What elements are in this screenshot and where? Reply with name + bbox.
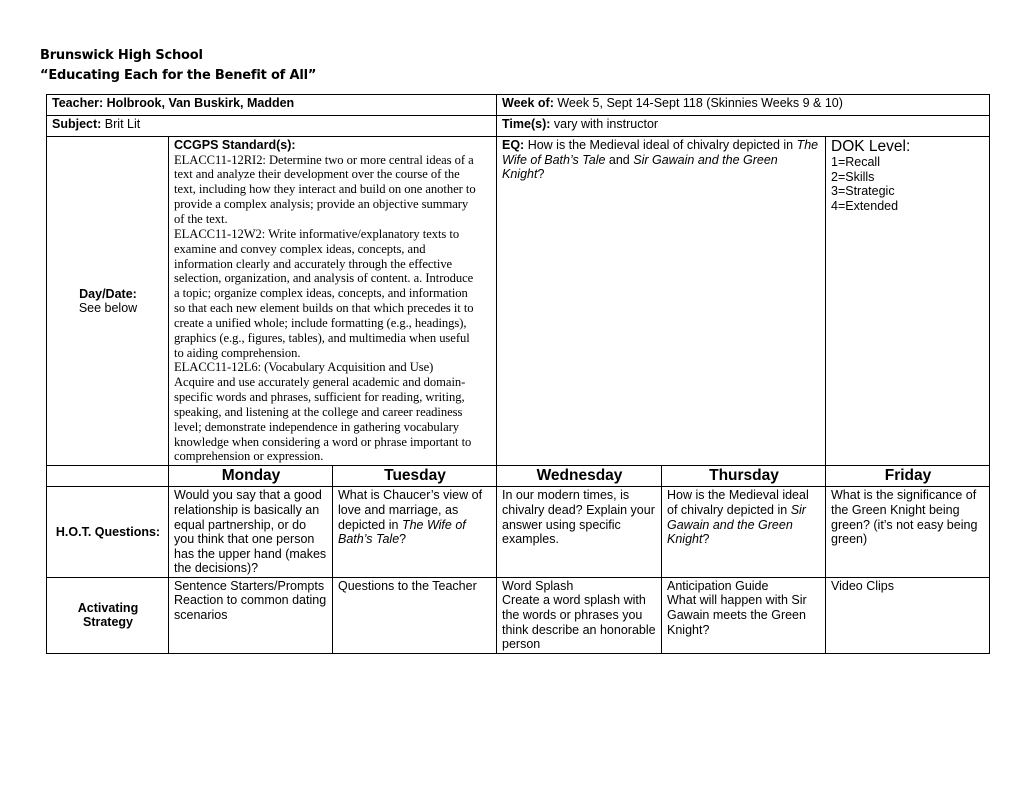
- eq-title-sir-gawain: Sir Gawain and the Green Knight: [502, 152, 778, 182]
- dok-level: 1=Recall: [831, 155, 880, 169]
- school-name: Brunswick High School: [40, 48, 203, 63]
- time-label: Time(s):: [502, 117, 551, 131]
- standards-line: a topic; organize complex ideas, concepts, and information: [174, 286, 468, 301]
- daydate-value: See below: [78, 301, 138, 316]
- standards-line: ELACC11-12W2: Write informative/explanatory texts to: [174, 226, 460, 241]
- standards-line: text and analyze their development over the course of the: [174, 167, 460, 182]
- document-header: [40, 46, 316, 86]
- eq-text: How is the Medieval ideal of chivalry depicted in: [524, 138, 797, 152]
- activating-tuesday: Questions to the Teacher: [333, 577, 497, 653]
- week-cell: [497, 95, 990, 116]
- days-row-corner: [47, 466, 169, 487]
- standards-line: speaking, and listening at the college and career readiness: [174, 404, 463, 419]
- standards-line: create a unified whole; include formatting (e.g., headings),: [174, 315, 467, 330]
- standards-line: knowledge when considering a word or phrase important to: [174, 434, 472, 449]
- standards-line: of the text.: [174, 211, 228, 226]
- day-header-thursday: Thursday: [662, 466, 826, 487]
- standards-line: level; demonstrate independence in gathering vocabulary: [174, 419, 460, 434]
- activating-wednesday: [497, 577, 662, 653]
- subject-label: Subject:: [52, 117, 102, 131]
- hot-thursday: [662, 487, 826, 578]
- eq-cell: [497, 137, 826, 466]
- day-header-friday: Friday: [826, 466, 990, 487]
- standards-cell: [169, 137, 497, 466]
- time-value: vary with instructor: [550, 117, 659, 131]
- activating-monday-detail: Reaction to common dating scenarios: [174, 593, 327, 623]
- hot-thursday-end: ?: [702, 532, 710, 547]
- standards-line: ELACC11-12RI2: Determine two or more central ideas of a: [174, 152, 474, 167]
- days-row: [47, 466, 990, 487]
- activating-label: Activating Strategy: [47, 577, 169, 653]
- standards-line: examine and convey complex ideas, concepts, and: [174, 241, 426, 256]
- activating-friday: Video Clips: [826, 577, 990, 653]
- hot-tuesday-end: ?: [399, 532, 407, 547]
- activating-monday-title: Sentence Starters/Prompts: [174, 578, 325, 593]
- standards-line: provide a complex analysis; provide an objective summary: [174, 197, 469, 212]
- standards-line: information clearly and accurately through the effective: [174, 256, 453, 271]
- school-motto: “Educating Each for the Benefit of All”: [40, 68, 317, 83]
- standards-text: [174, 153, 492, 465]
- week-value: Week 5, Sept 14-Sept 118 (Skinnies Weeks 9 & 10): [553, 96, 843, 110]
- hot-thursday-title: Sir Gawain and the Green Knight: [667, 502, 806, 547]
- standards-line: so that each new element builds on that which precedes it to: [174, 301, 474, 316]
- standards-line: Acquire and use accurately general academic and domain-: [174, 375, 466, 390]
- activating-thursday-detail: What will happen with Sir Gawain meets the Green Knight?: [667, 593, 807, 637]
- lesson-plan-table: [46, 94, 990, 654]
- dok-level: 3=Strategic: [831, 184, 895, 199]
- standards-row: [47, 137, 990, 466]
- eq-text: ?: [537, 167, 545, 182]
- dok-level: 2=Skills: [831, 169, 875, 184]
- eq-label: EQ:: [502, 138, 525, 152]
- time-cell: [497, 116, 990, 137]
- standards-heading: CCGPS Standard(s):: [174, 138, 296, 152]
- hot-row: [47, 487, 990, 578]
- hot-thursday-text: How is the Medieval ideal of chivalry depicted in: [667, 488, 809, 517]
- subject-value: Brit Lit: [101, 117, 141, 131]
- standards-line: comprehension or expression.: [174, 449, 324, 464]
- hot-wednesday: In our modern times, is chivalry dead? Explain your answer using specific examples.: [497, 487, 662, 578]
- teacher-row: [47, 95, 990, 116]
- standards-line: to aiding comprehension.: [174, 345, 301, 360]
- dok-cell: [826, 137, 990, 466]
- day-header-tuesday: Tuesday: [333, 466, 497, 487]
- hot-tuesday-title: The Wife of Bath’s Tale: [338, 517, 466, 547]
- dok-title: DOK Level:: [831, 138, 911, 155]
- hot-label: H.O.T. Questions:: [47, 487, 169, 578]
- standards-line: text, including how they interact and build on one another to: [174, 182, 476, 197]
- hot-tuesday-text: What is Chaucer’s view of love and marriage, as depicted in: [338, 488, 483, 532]
- daydate-cell: [47, 137, 169, 466]
- activating-thursday-title: Anticipation Guide: [667, 578, 769, 593]
- eq-text: and: [605, 152, 634, 167]
- activating-thursday: [662, 577, 826, 653]
- standards-line: ELACC11-12L6: (Vocabulary Acquisition and Use): [174, 360, 434, 375]
- week-label: Week of:: [502, 96, 554, 110]
- activating-row: [47, 577, 990, 653]
- activating-monday: [169, 577, 333, 653]
- standards-line: selection, organization, and analysis of content. a. Introduce: [174, 271, 474, 286]
- subject-row: [47, 116, 990, 137]
- hot-monday: Would you say that a good relationship is basically an equal partnership, or do you think that one person has the upper hand (makes the decisions)?: [169, 487, 333, 578]
- standards-line: graphics (e.g., figures, tables), and multimedia when useful: [174, 330, 470, 345]
- day-header-wednesday: Wednesday: [497, 466, 662, 487]
- activating-wednesday-title: Word Splash: [502, 578, 574, 593]
- dok-level: 4=Extended: [831, 198, 899, 213]
- teacher-cell: Teacher: Holbrook, Van Buskirk, Madden: [47, 95, 497, 116]
- eq-title-wife-of-bath: The Wife of Bath’s Tale: [502, 138, 819, 167]
- activating-wednesday-detail: Create a word splash with the words or phrases you think describe an honorable person: [502, 593, 656, 652]
- subject-cell: [47, 116, 497, 137]
- day-header-monday: Monday: [169, 466, 333, 487]
- standards-line: specific words and phrases, sufficient for reading, writing,: [174, 390, 465, 405]
- hot-tuesday: [333, 487, 497, 578]
- daydate-label: Day/Date:: [79, 286, 137, 301]
- hot-friday: What is the significance of the Green Knight being green? (it’s not easy being green): [826, 487, 990, 578]
